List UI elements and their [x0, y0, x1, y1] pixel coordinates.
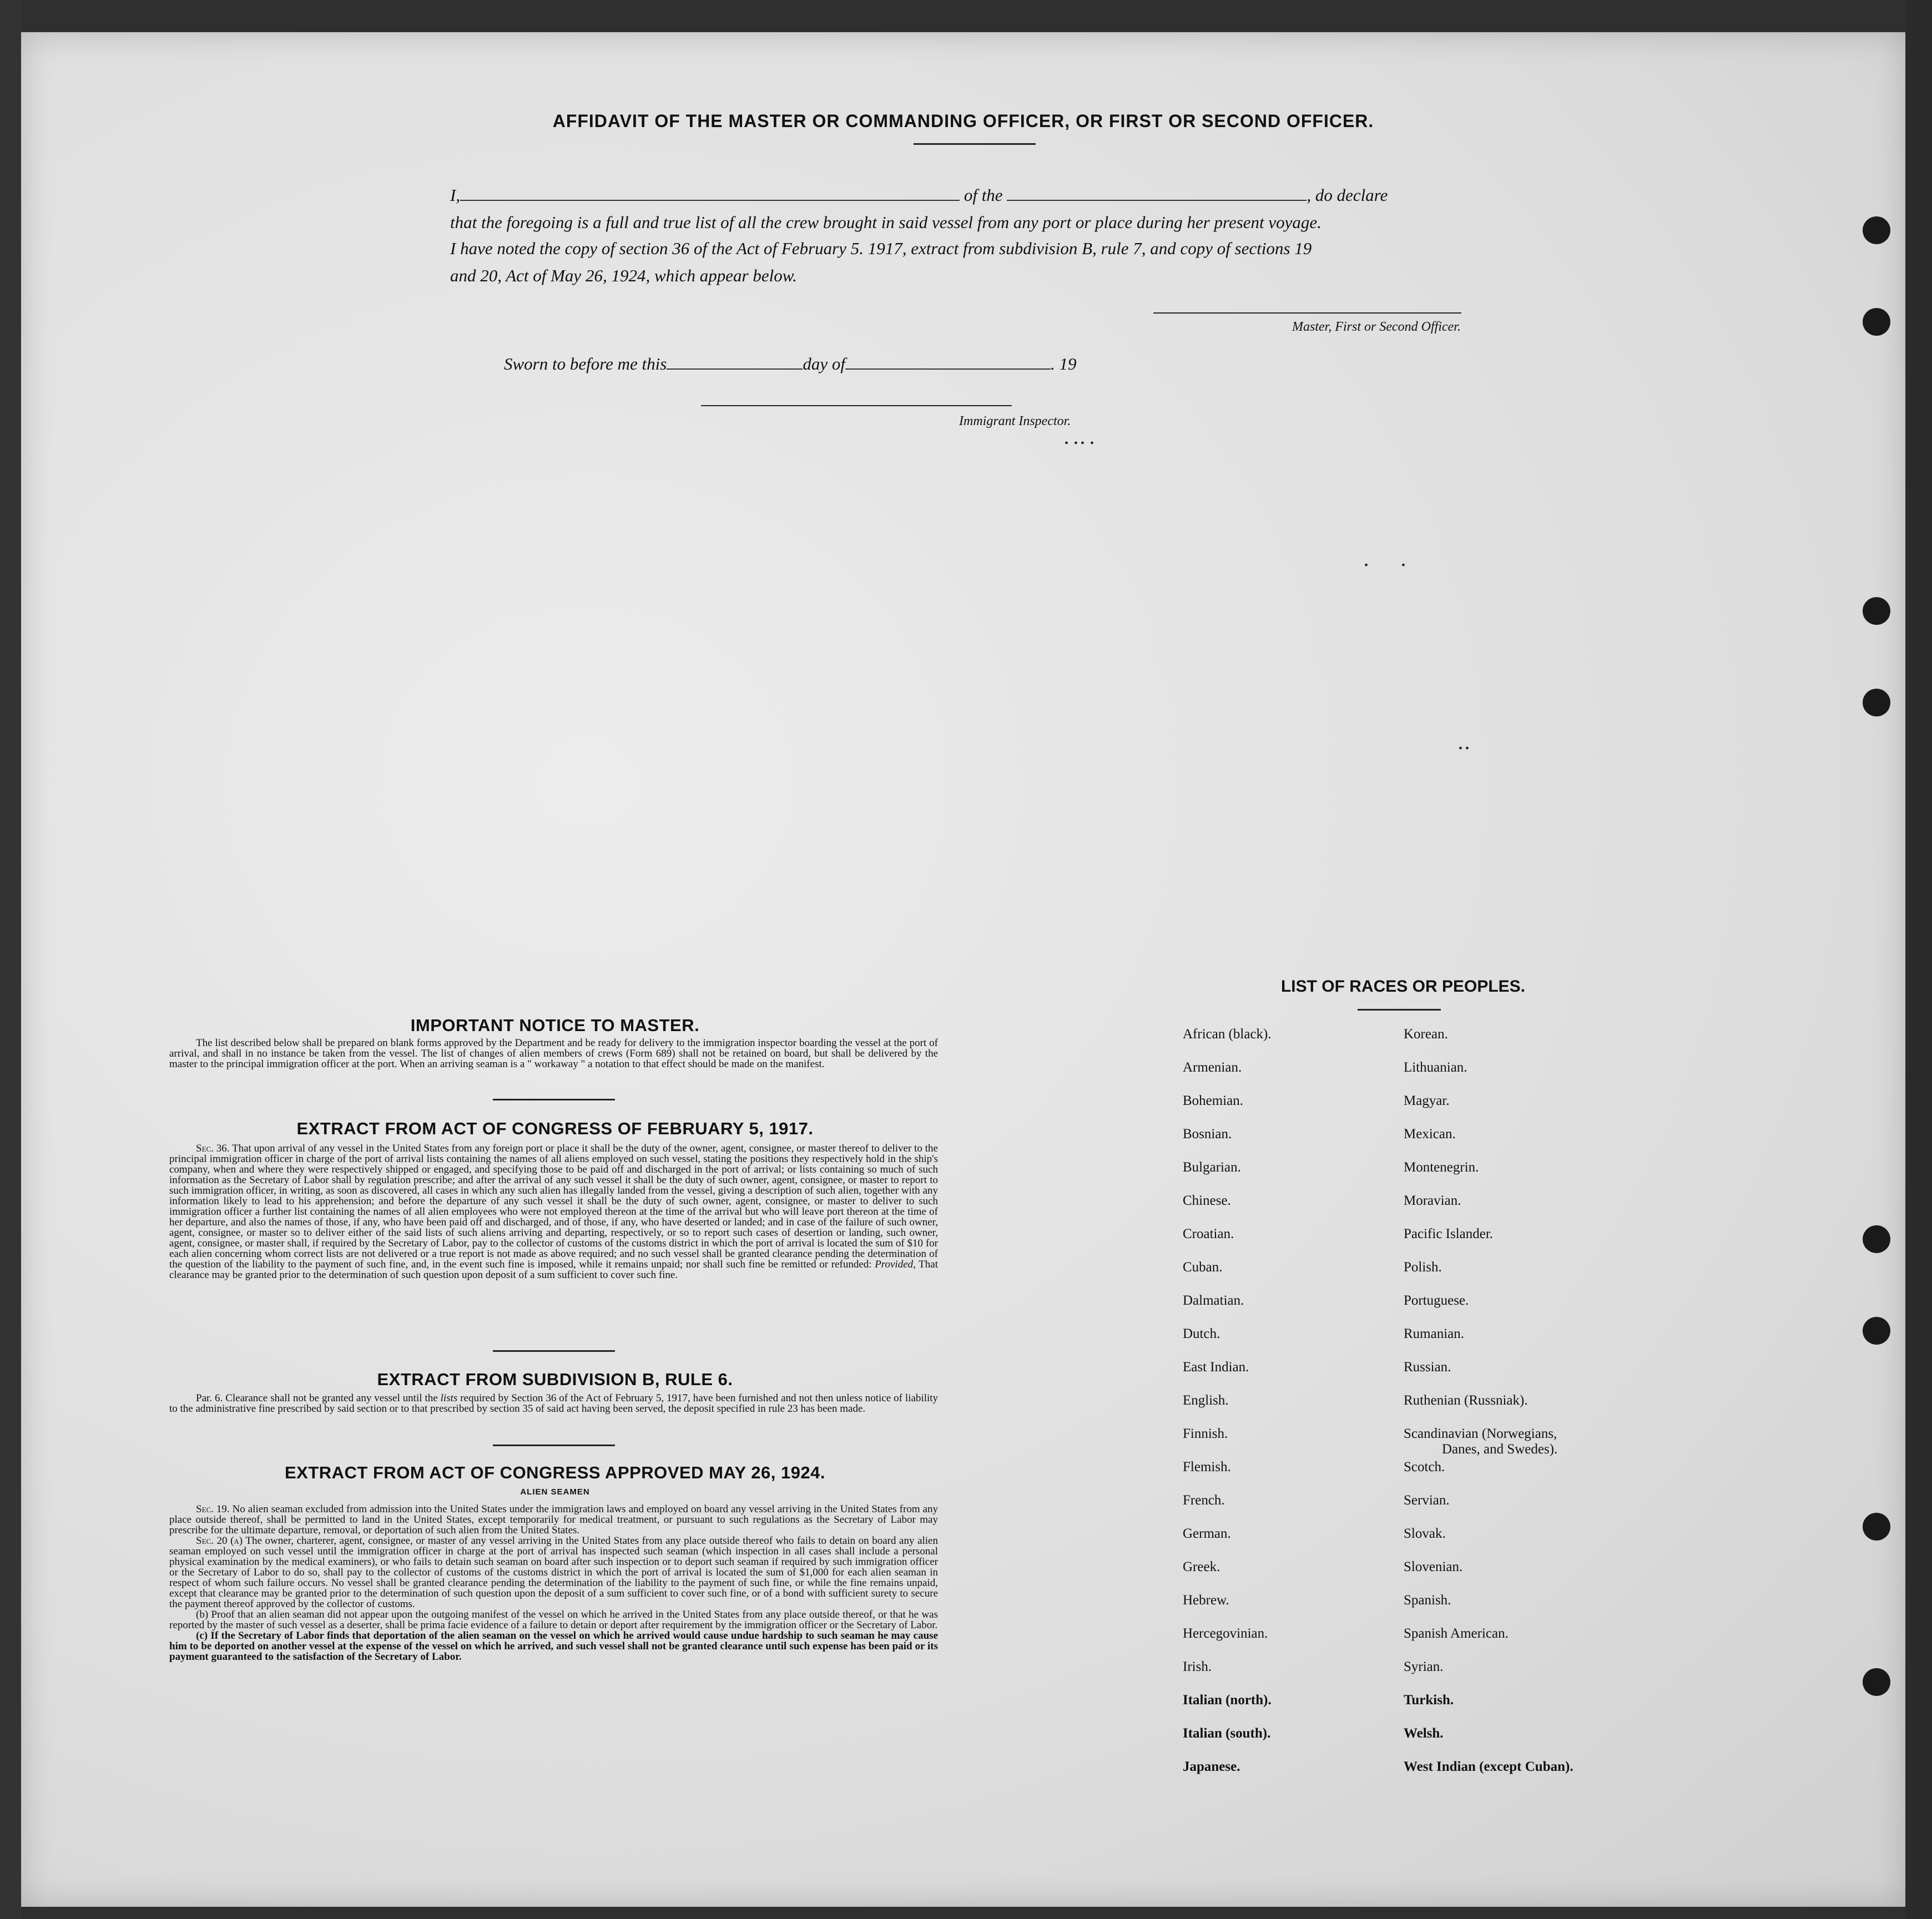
punch-hole	[1863, 308, 1890, 336]
race-right-item: Rumanian.	[1404, 1326, 1465, 1341]
race-right-item: Syrian.	[1404, 1659, 1444, 1674]
race-right-item: Polish.	[1404, 1260, 1442, 1275]
name-blank[interactable]	[460, 188, 960, 201]
races-divider	[1358, 1009, 1441, 1011]
section-20b-paragraph	[169, 1609, 938, 1630]
race-left-item: English.	[1183, 1393, 1229, 1408]
section-divider	[493, 1099, 615, 1100]
punch-hole	[1863, 689, 1890, 716]
race-left-item: Italian (north).	[1183, 1693, 1272, 1708]
affidavit-line-2: that the foregoing is a full and true list of all the crew brought in said vessel from any port or place during her present voyage.	[450, 213, 1321, 232]
race-left-item: East Indian.	[1183, 1360, 1249, 1375]
scan-specks: • •	[1459, 743, 1470, 755]
section-20a-label: Sec. 20 (a)	[196, 1535, 243, 1547]
races-title: LIST OF RACES OR PEOPLES.	[1280, 977, 1526, 996]
race-left-item: French.	[1183, 1493, 1225, 1508]
race-right-item: Scandinavian (Norwegians,	[1404, 1426, 1557, 1441]
race-right-item-continuation: Danes, and Swedes).	[1442, 1442, 1558, 1457]
section-19-label: Sec. 19.	[196, 1503, 230, 1515]
par-6-text-b: required by Section 36 of the Act of February 5, 1917, have been furnished and not then unless notice of liability to the administrative fine prescribed by said section or to that prescribed by section 35 of said act having been served, the deposit specified in rule 23 has been made.	[169, 1392, 939, 1415]
race-right-item: Welsh.	[1404, 1726, 1444, 1741]
race-left-item: German.	[1183, 1526, 1231, 1541]
scan-right-edge	[1905, 0, 1932, 1919]
race-right-item: Spanish.	[1404, 1593, 1451, 1608]
notice-paragraph: The list described below shall be prepared on blank forms approved by the Department and be ready for delivery to the immigration inspector boarding the vessel at the port of arrival, and shall in no instance be taken from the vessel. The list of changes of alien members of crews (Form 689) shall not be retained on board, but shall be delivered by the master to the principal immigration officer at the port. When an arriving seaman is a " workaway " a notation to that effect should be made on the manifest.	[169, 1037, 938, 1070]
race-right-item: Pacific Islander.	[1404, 1226, 1494, 1241]
par-6-label: Par. 6.	[196, 1392, 223, 1404]
race-right-item: Portuguese.	[1404, 1293, 1469, 1308]
punch-hole	[1863, 1668, 1890, 1696]
race-right-item: Servian.	[1404, 1493, 1450, 1508]
notice-title: IMPORTANT NOTICE TO MASTER.	[410, 1016, 700, 1035]
section-20c-label: (c)	[196, 1630, 208, 1642]
affidavit-line-1: I, of the , do declare	[450, 185, 1388, 205]
race-right-item: Mexican.	[1404, 1127, 1456, 1142]
sworn-year: 19	[1059, 354, 1077, 373]
affidavit-line-3: I have noted the copy of section 36 of the Act of February 5. 1917, extract from subdivision B, rule 7, and copy of sections 19	[450, 239, 1312, 258]
race-right-item: Slovak.	[1404, 1526, 1446, 1541]
race-right-item: Ruthenian (Russniak).	[1404, 1393, 1528, 1408]
race-right-item: Scotch.	[1404, 1460, 1445, 1474]
section-36-label: Sec. 36.	[196, 1143, 230, 1154]
master-signature-line[interactable]	[1153, 312, 1461, 314]
section-divider	[493, 1445, 615, 1446]
punch-hole	[1863, 216, 1890, 244]
section-divider	[493, 1350, 615, 1352]
scan-specks: • • • •	[1065, 437, 1094, 450]
race-right-item: Montenegrin.	[1404, 1160, 1479, 1175]
race-left-item: African (black).	[1183, 1027, 1272, 1042]
punch-hole	[1863, 1513, 1890, 1541]
race-left-item: Hercegovinian.	[1183, 1626, 1268, 1641]
affidavit-i: I,	[450, 185, 461, 205]
punch-hole	[1863, 1225, 1890, 1253]
race-left-item: Greek.	[1183, 1559, 1220, 1574]
rule-6-title: EXTRACT FROM SUBDIVISION B, RULE 6.	[377, 1370, 733, 1389]
race-right-item: Magyar.	[1404, 1093, 1450, 1108]
race-right-item: Spanish American.	[1404, 1626, 1509, 1641]
affidavit-title: AFFIDAVIT OF THE MASTER OR COMMANDING OFFICER, OR FIRST OR SECOND OFFICER.	[552, 111, 1374, 131]
document-page	[21, 32, 1905, 1907]
extract-1924-title: EXTRACT FROM ACT OF CONGRESS APPROVED MAY 26, 1924.	[284, 1463, 826, 1482]
inspector-signature-line[interactable]	[701, 405, 1012, 406]
race-left-item: Dutch.	[1183, 1326, 1220, 1341]
extract-1924-text	[169, 1504, 938, 1662]
race-right-item: Slovenian.	[1404, 1559, 1463, 1574]
race-left-item: Bulgarian.	[1183, 1160, 1241, 1175]
provided-word: Provided,	[875, 1259, 916, 1270]
race-right-item: Lithuanian.	[1404, 1060, 1467, 1075]
race-left-item: Bosnian.	[1183, 1127, 1232, 1142]
scan-left-edge	[0, 0, 21, 1919]
punch-hole	[1863, 597, 1890, 625]
section-20c-paragraph	[169, 1630, 938, 1662]
month-blank[interactable]	[845, 356, 1051, 370]
race-right-item: Turkish.	[1404, 1693, 1454, 1708]
section-36-text: That upon arrival of any vessel in the United States from any foreign port or place it shall be the duty of the owner, agent, consignee, or master thereof to deliver to the principal immigration officer in charge of the port of arrival lists containing the names of all aliens employed on such vessel, stating the positions they respectively hold in the ship's company, when and where they were respectively shipped or engaged, and specifying those to be paid off and discharged in the port of arrival; or lists containing so much of such information as the Secretary of Labor shall by regulation prescribe; and after the arrival of any such vessel it shall be the duty of such owner, agent, consignee, or master to report to such immigration officer, in writing, as soon as discovered, all cases in which any such alien has illegally landed from the vessel, giving a description of such alien, together with any information likely to lead to his apprehension; and before the departure of any such vessel it shall be the duty of such owner, agent, consignee, or master to deliver to such immigration officer a further list containing the names of all alien employees who were not employed thereon at the time of the arrival but who will leave port thereon at the time of her departure, and also the names of those, if any, who have been paid off and discharged, and of those, if any, who have deserted or landed; and in case of the failure of such owner, agent, consignee, or master so to deliver either of the said lists of such aliens arriving and departing, respectively, or so to report such cases of desertion or landing, such owner, agent, consignee, or master shall, if required by the Secretary of Labor, pay to the collector of customs of the customs district in which the port of arrival is located the sum of $10 for each alien concerning whom correct lists are not delivered or a true report is not made as above required; and no such vessel shall be granted clearance pending the determination of the question of the liability to the payment of such fine, and, in the event such fine is imposed, while it remains unpaid; nor shall such fine be remitted or refunded:	[169, 1143, 938, 1270]
race-left-item: Armenian.	[1183, 1060, 1242, 1075]
day-blank[interactable]	[667, 356, 803, 370]
lists-word: lists	[440, 1392, 458, 1404]
affidavit-line-4: and 20, Act of May 26, 1924, which appear below.	[450, 266, 797, 285]
section-20a-paragraph	[169, 1536, 938, 1609]
section-36-paragraph	[169, 1143, 938, 1280]
vessel-blank[interactable]	[1007, 188, 1307, 201]
sworn-text: Sworn to before me this	[504, 354, 667, 373]
race-left-item: Chinese.	[1183, 1193, 1231, 1208]
race-left-item: Japanese.	[1183, 1759, 1240, 1774]
sworn-line: Sworn to before me this day of . 19	[504, 354, 1077, 373]
section-20b-label: (b)	[196, 1609, 209, 1620]
race-left-item: Hebrew.	[1183, 1593, 1229, 1608]
section-20c-text: If the Secretary of Labor finds that deportation of the alien seaman on the vessel on which he arrived would cause undue hardship to such seaman he may cause him to be deported on another vessel at the expense of the vessel on which he arrived, and such vessel shall not be granted clearance until such expense has been paid or its payment guaranteed to the satisfaction of the Secretary of Labor.	[169, 1630, 939, 1663]
extract-1917-title: EXTRACT FROM ACT OF CONGRESS OF FEBRUARY 5, 1917.	[296, 1119, 814, 1138]
race-left-item: Dalmatian.	[1183, 1293, 1244, 1308]
section-36-end: That clearance may be granted prior to the determination of such question upon deposit of a sum sufficient to cover such fine.	[169, 1259, 938, 1281]
race-left-item: Bohemian.	[1183, 1093, 1244, 1108]
sworn-day-of: day of	[803, 354, 845, 373]
affidavit-do-declare: do declare	[1315, 185, 1388, 205]
section-20b-text: Proof that an alien seaman did not appear upon the outgoing manifest of the vessel on which he arrived in the United States from any place outside thereof, or that he was reported by the master of such vessel as a deserter, shall be prima facie evidence of a failure to detain or deport after requirement by the immigration officer or the Secretary of Labor.	[169, 1609, 939, 1631]
extract-1917-text	[169, 1143, 938, 1280]
master-signature-label: Master, First or Second Officer.	[1292, 320, 1461, 334]
race-left-item: Italian (south).	[1183, 1726, 1271, 1741]
notice-text	[169, 1038, 938, 1069]
race-left-item: Finnish.	[1183, 1426, 1228, 1441]
race-left-item: Croatian.	[1183, 1226, 1234, 1241]
section-19-text: No alien seaman excluded from admission into the United States under the immigration laws and employed on board any vessel arriving in the United States from any place outside thereof, shall be permitted to land in the United States, except temporarily for medical treatment, or pursuant to such regulations as the Secretary of Labor may prescribe for the ultimate departure, removal, or deportation of such alien from the United States.	[169, 1503, 938, 1536]
title-divider	[914, 143, 1036, 145]
punch-hole	[1863, 1317, 1890, 1345]
par-6-text-a: Clearance shall not be granted any vessel until the	[225, 1392, 438, 1404]
race-right-item: West Indian (except Cuban).	[1404, 1759, 1573, 1774]
paragraph-6	[169, 1393, 938, 1414]
race-left-item: Flemish.	[1183, 1460, 1231, 1474]
inspector-label: Immigrant Inspector.	[959, 414, 1071, 428]
race-right-item: Korean.	[1404, 1027, 1448, 1042]
alien-seamen-subtitle: ALIEN SEAMEN	[520, 1487, 590, 1497]
race-left-item: Irish.	[1183, 1659, 1212, 1674]
race-right-item: Russian.	[1404, 1360, 1451, 1375]
section-19-paragraph	[169, 1504, 938, 1536]
section-20a-text: The owner, charterer, agent, consignee, or master of any vessel arriving in the United States from any place outside thereof who fails to detain on board any alien seaman employed on such vessel until the immigration officer in charge at the port of arrival has inspected such seaman (which inspection in all cases shall include a personal physical examination by the medical examiners), or who fails to detain such seaman on board after such inspection or to deport such seaman if required by such immigration officer or the Secretary of Labor to do so, shall pay to the collector of customs of the customs district in which the port of arrival is located the sum of $1,000 for each alien seaman in respect of whom such failure occurs. No vessel shall be granted clearance pending the determination of the liability to the payment of such fine, or while the fine remains unpaid, except that clearance may be granted prior to the determination of such question upon the deposit of a sum sufficient to cover such fine, or of a bond with sufficient surety to secure the payment thereof approved by the collector of customs.	[169, 1535, 938, 1610]
race-left-item: Cuban.	[1183, 1260, 1223, 1275]
scan-specks: • •	[1364, 559, 1406, 572]
race-right-item: Moravian.	[1404, 1193, 1461, 1208]
affidavit-of-the: of the	[964, 185, 1003, 205]
rule-6-text	[169, 1393, 938, 1414]
